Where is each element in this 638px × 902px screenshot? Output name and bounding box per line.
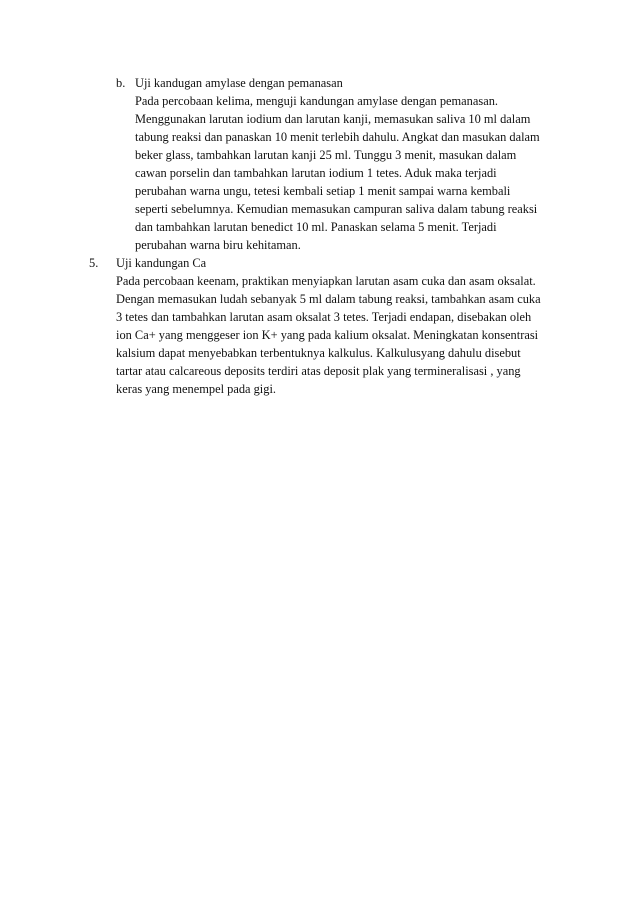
section-b-line-2: Menggunakan larutan iodium dan larutan kanji, memasukan saliva 10 ml dalam (135, 112, 531, 126)
section-b-line-8: dan tambahkan larutan benedict 10 ml. Panaskan selama 5 menit. Terjadi (135, 220, 497, 234)
section-b-line-3: tabung reaksi dan panaskan 10 menit terlebih dahulu. Angkat dan masukan dalam (135, 130, 540, 144)
section-b-line-7: seperti sebelumnya. Kemudian memasukan campuran saliva dalam tabung reaksi (135, 202, 538, 216)
section-5-heading: Uji kandungan Ca (116, 256, 207, 270)
section-5-line-4: ion Ca+ yang menggeser ion K+ yang pada kalium oksalat. Meningkatan konsentrasi (116, 328, 539, 342)
section-5-line-3: 3 tetes dan tambahkan larutan asam oksalat 3 tetes. Terjadi endapan, disebakan oleh (116, 310, 532, 324)
section-5-marker: 5. (89, 256, 99, 270)
section-5-line-5: kalsium dapat menyebabkan terbentuknya kalkulus. Kalkulusyang dahulu disebut (116, 346, 521, 360)
section-5-line-7: keras yang menempel pada gigi. (116, 382, 276, 396)
section-5-line-6: tartar atau calcareous deposits terdiri atas deposit plak yang termineralisasi , yang (116, 364, 521, 378)
section-b-line-6: perubahan warna ungu, tetesi kembali setiap 1 menit sampai warna kembali (135, 184, 511, 198)
section-b-heading: Uji kandugan amylase dengan pemanasan (135, 76, 343, 90)
section-b-line-5: cawan porselin dan tambahkan larutan iodium 1 tetes. Aduk maka terjadi (135, 166, 497, 180)
section-b-marker: b. (116, 76, 126, 90)
section-5-line-1: Pada percobaan keenam, praktikan menyiapkan larutan asam cuka dan asam oksalat. (116, 274, 536, 288)
section-b-line-1: Pada percobaan kelima, menguji kandungan amylase dengan pemanasan. (135, 94, 498, 108)
section-5-line-2: Dengan memasukan ludah sebanyak 5 ml dalam tabung reaksi, tambahkan asam cuka (116, 292, 541, 306)
section-b-line-4: beker glass, tambahkan larutan kanji 25 ml. Tunggu 3 menit, masukan dalam (135, 148, 517, 162)
section-b-line-9: perubahan warna biru kehitaman. (135, 238, 301, 252)
